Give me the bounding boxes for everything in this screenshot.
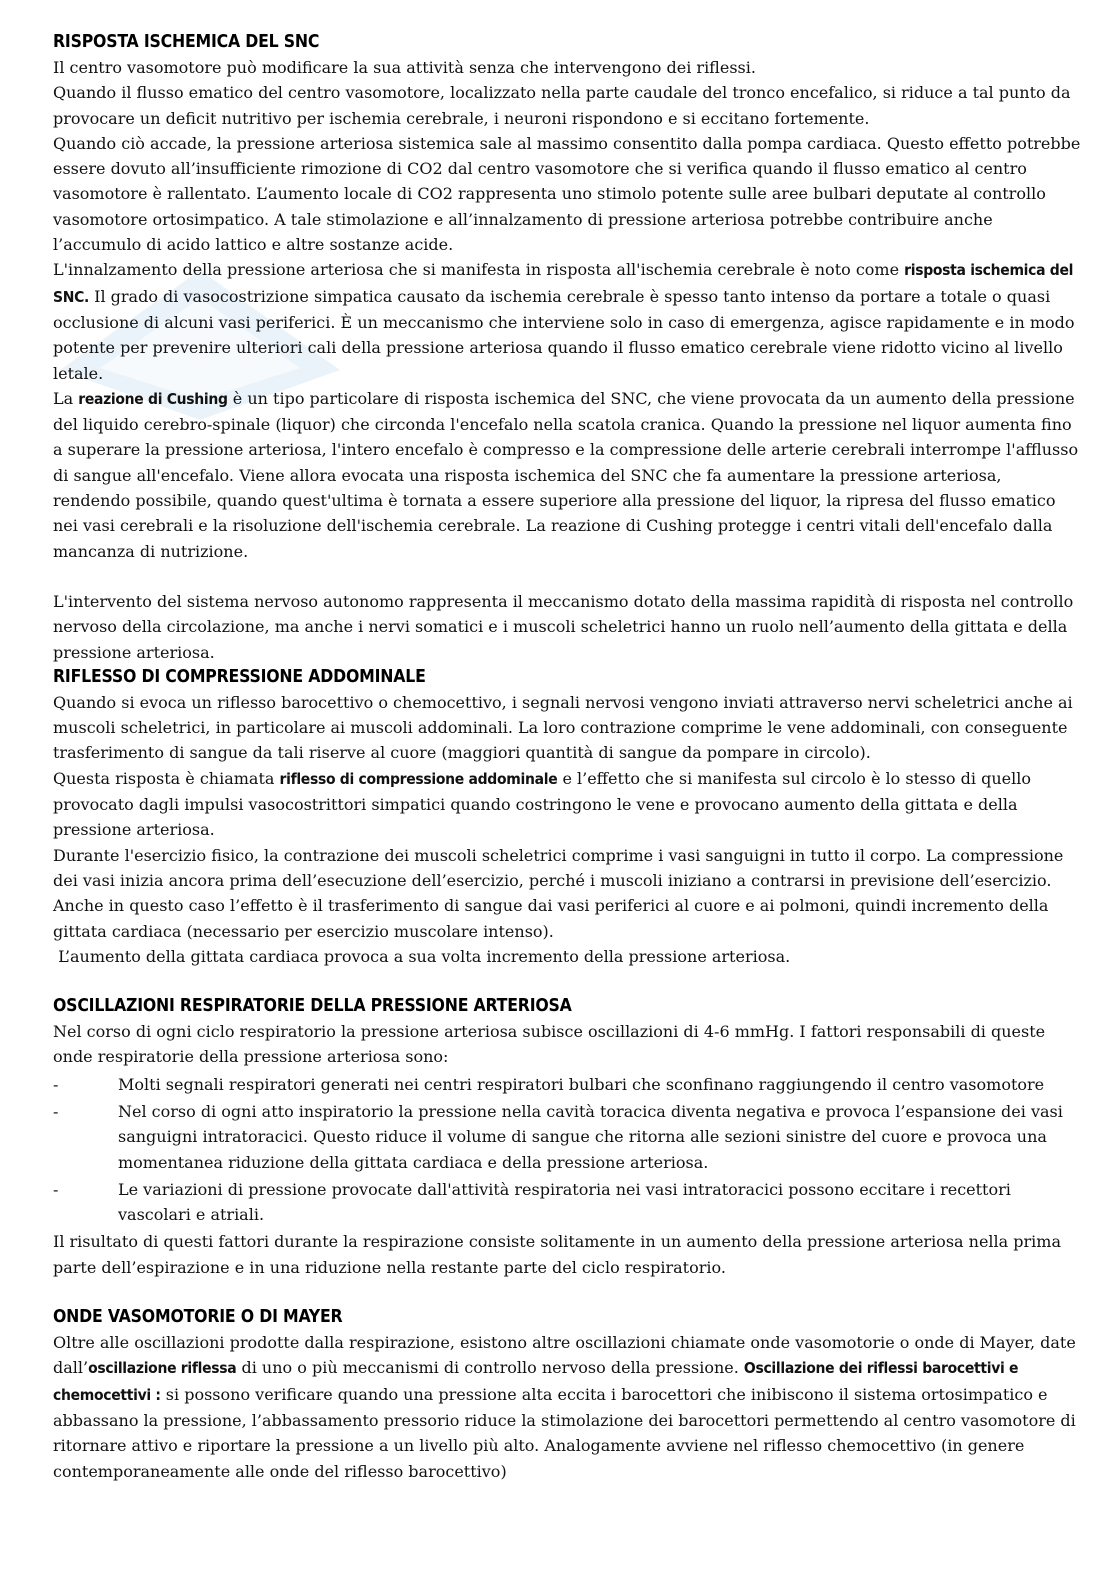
paragraph: Quando si evoca un riflesso barocettivo o chemocettivo, i segnali nervosi vengono inviati attraverso nervi scheletrici anche ai muscoli scheletrici, in particolare ai muscoli addominali. La loro contrazione comprime le vene addominali, con conseguente trasferimento di sangue da tali riserve al cuore (maggiori quantità di sangue da pompare in circolo).: [53, 692, 1073, 763]
bullet-dash: -: [53, 1179, 59, 1199]
bold-term: risposta ischemica del SNC.: [53, 261, 1074, 306]
bold-term: reazione di Cushing: [78, 389, 228, 408]
bullet-dash: -: [53, 1074, 59, 1094]
list-item: - Molti segnali respiratori generati nei centri respiratori bulbari che sconfinano raggiungendo il centro vasomotore: [53, 1072, 1081, 1097]
paragraph: Quando ciò accade, la pressione arteriosa sistemica sale al massimo consentito dalla pompa cardiaca. Questo effetto potrebbe essere dovuto all’insufficiente rimozione di CO2 dal centro vasomotore che si verifica quando il flusso ematico al centro vasomotore è rallentato. L’aumento locale di CO2 rappresenta uno stimolo potente sulle aree bulbari deputate al controllo vasomotore ortosimpatico. A tale stimolazione e all’innalzamento di pressione arteriosa potrebbe contribuire anche l’accumulo di acido lattico e altre sostanze acide.: [53, 133, 1081, 255]
list-item: - Le variazioni di pressione provocate dall'attività respiratoria nei vasi intratoracici possono eccitare i recettori vascolari e atriali.: [53, 1177, 1081, 1228]
bold-term: oscillazione riflessa: [88, 1359, 237, 1378]
bold-term: Oscillazione dei riflessi barocettivi e chemocettivi :: [53, 1359, 1019, 1404]
paragraph: La reazione di Cushing è un tipo particolare di risposta ischemica del SNC, che viene provocata da un aumento della pressione del liquido cerebro-spinale (liquor) che circonda l'encefalo nella scatola cranica. Quando la pressione nel liquor aumenta fino a superare la pressione arteriosa, l'intero encefalo è compresso e la compressione delle arterie cerebrali interrompe l'afflusso di sangue all'encefalo. Viene allora evocata una risposta ischemica del SNC che fa aumentare la pressione arteriosa, rendendo possibile, quando quest'ultima è tornata a essere superiore alla pressione del liquor, la ripresa del flusso ematico nei vasi cerebrali e la risoluzione dell'ischemia cerebrale. La reazione di Cushing protegge i centri vitali dell'encefalo dalla mancanza di nutrizione.: [53, 388, 1079, 561]
bullet-dash: -: [53, 1101, 59, 1121]
paragraph: Questa risposta è chiamata riflesso di compressione addominale e l’effetto che si manifesta sul circolo è lo stesso di quello provocato dagli impulsi vasocostrittori simpatici quando costringono le vene e provocano aumento della gittata e della pressione arteriosa.: [53, 768, 1031, 840]
list-item: - Nel corso di ogni atto inspiratorio la pressione nella cavità toracica diventa negativa e provoca l’espansione dei vasi sanguigni intratoracici. Questo riduce il volume di sangue che ritorna alle sezioni sinistre del cuore e provoca una momentanea riduzione della gittata cardiaca e della pressione arteriosa.: [53, 1099, 1081, 1175]
paragraph: L'intervento del sistema nervoso autonomo rappresenta il meccanismo dotato della massima rapidità di risposta nel controllo nervoso della circolazione, ma anche i nervi somatici e i muscoli scheletrici hanno un ruolo nell’aumento della gittata e della pressione arteriosa.: [53, 591, 1074, 662]
bold-term: riflesso di compressione addominale: [279, 769, 558, 788]
section-title-compressione-addominale: RIFLESSO DI COMPRESSIONE ADDOMINALE: [53, 666, 426, 687]
paragraph: Oltre alle oscillazioni prodotte dalla respirazione, esistono altre oscillazioni chiamate onde vasomotorie o onde di Mayer, date dall’oscillazione riflessa di uno o più meccanismi di controllo nervoso della pressione. Oscillazione dei riflessi barocettivi e chemocettivi : si possono verificare quando una pressione alta eccita i barocettori che inibiscono il sistema ortosimpatico e abbassano la pressione, l’abbassamento pressorio riduce la stimolazione dei barocettori permettendo al centro vasomotore di ritornare attivo e riportare la pressione a un livello più alto. Analogamente avviene nel riflesso chemocettivo (in genere contemporaneamente alle onde del riflesso barocettivo): [53, 1333, 1076, 1481]
paragraph: Durante l'esercizio fisico, la contrazione dei muscoli scheletrici comprime i vasi sanguigni in tutto il corpo. La compressione dei vasi inizia ancora prima dell’esecuzione dell’esercizio, perché i muscoli iniziano a contrarsi in previsione dell’esercizio. Anche in questo caso l’effetto è il trasferimento di sangue dai vasi periferici al cuore e ai polmoni, quindi incremento della gittata cardiaca (necessario per esercizio muscolare intenso).: [53, 845, 1064, 941]
paragraph: L'innalzamento della pressione arteriosa che si manifesta in risposta all'ischemia cerebrale è noto come risposta ischemica del SNC. Il grado di vasocostrizione simpatica causato da ischemia cerebrale è spesso tanto intenso da portare a totale o quasi occlusione di alcuni vasi periferici. È un meccanismo che interviene solo in caso di emergenza, agisce rapidamente e in modo potente per prevenire ulteriori cali della pressione arteriosa quando il flusso ematico cerebrale viene ridotto vicino al livello letale.: [53, 260, 1075, 383]
paragraph: Il risultato di questi fattori durante la respirazione consiste solitamente in un aumento della pressione arteriosa nella prima parte dell’espirazione e in una riduzione nella restante parte del ciclo respiratorio.: [53, 1232, 1061, 1277]
section-title-oscillazioni-respiratorie: OSCILLAZIONI RESPIRATORIE DELLA PRESSIONE ARTERIOSA: [53, 996, 572, 1017]
paragraph: Il centro vasomotore può modificare la sua attività senza che intervengono dei riflessi.: [53, 58, 756, 77]
paragraph: Quando il flusso ematico del centro vasomotore, localizzato nella parte caudale del tronco encefalico, si riduce a tal punto da provocare un deficit nutritivo per ischemia cerebrale, i neuroni rispondono e si eccitano fortemente.: [53, 83, 1071, 128]
paragraph: L’aumento della gittata cardiaca provoca a sua volta incremento della pressione arteriosa.: [53, 946, 791, 966]
section-title-risposta-ischemica: RISPOSTA ISCHEMICA DEL SNC: [53, 32, 320, 52]
document-page: [53, 30, 1081, 1484]
paragraph: Nel corso di ogni ciclo respiratorio la pressione arteriosa subisce oscillazioni di 4-6 mmHg. I fattori responsabili di queste onde respiratorie della pressione arteriosa sono:: [53, 1022, 1046, 1067]
section-title-onde-mayer: ONDE VASOMOTORIE O DI MAYER: [53, 1307, 343, 1328]
